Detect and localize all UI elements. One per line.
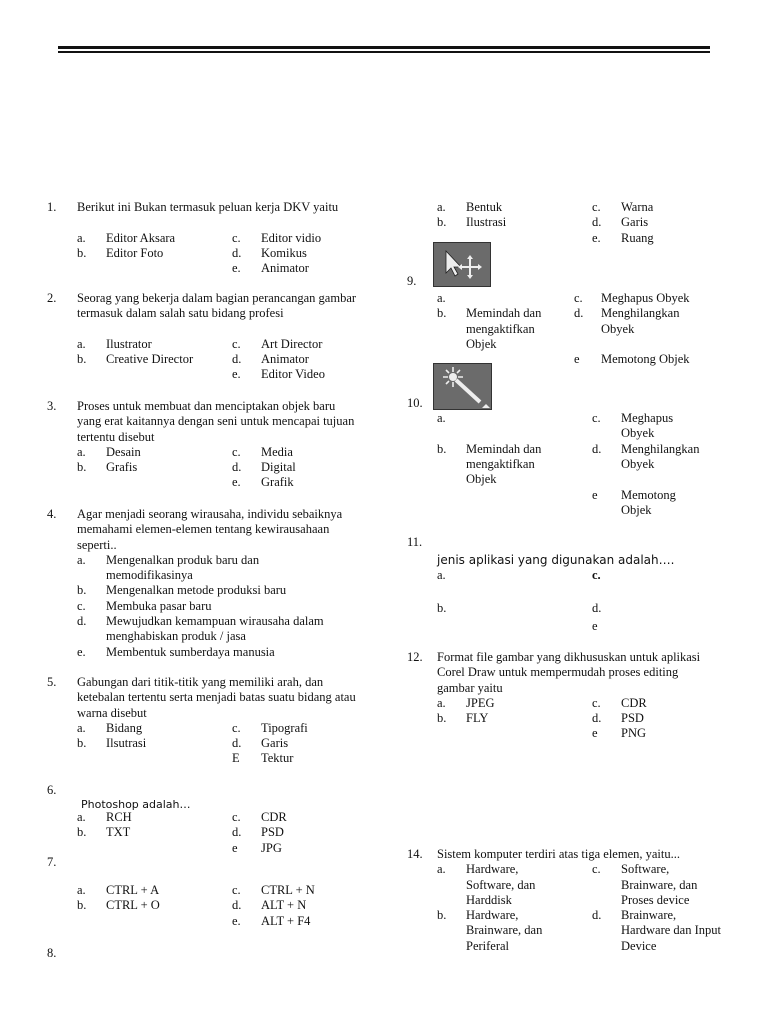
question-number: 6. (47, 783, 57, 797)
question-stem: Agar menjadi seorang wirausaha, individu sebaiknya memahami elemen-elemen tentang kewirausahaan seperti.. (77, 507, 343, 552)
move-tool-icon (433, 242, 491, 287)
question-stem: Sistem komputer terdiri atas tiga elemen, yaitu... (437, 847, 680, 861)
question-stem: jenis aplikasi yang digunakan adalah…. (437, 553, 675, 567)
question-stem: Berikut ini Bukan termasuk peluan kerja DKV yaitu (77, 200, 339, 214)
magic-wand-icon (433, 363, 492, 410)
question-stem: Format file gambar yang dikhususkan untuk aplikasi Corel Draw untuk mempermudah proses editing gambar yaitu (437, 650, 701, 695)
question-number: 3. (47, 399, 57, 413)
question-number: 11. (407, 535, 423, 549)
question-number: 2. (47, 291, 57, 305)
question-stem: Gabungan dari titik-titik yang memiliki arah, dan ketebalan tertentu serta menjadi batas suatu bidang atau warna disebut (77, 675, 356, 720)
question-number: 1. (47, 200, 57, 214)
question-stem: Photoshop adalah… (81, 798, 191, 811)
question-stem: Seorag yang bekerja dalam bagian perancangan gambar termasuk dalam salah satu bidang profesi (77, 291, 357, 321)
question-number: 5. (47, 675, 57, 689)
question-stem: Proses untuk membuat dan menciptakan objek baru yang erat kaitannya dengan seni untuk mencapai tujuan tertentu disebut (77, 399, 355, 444)
question-number: 8. (47, 946, 57, 960)
question-number: 12. (407, 650, 423, 664)
header-rule-thick (58, 46, 710, 49)
question-number: 14. (407, 847, 423, 861)
header-rule-thin (58, 51, 710, 53)
question-number: 7. (47, 855, 57, 869)
question-number: 9. (407, 274, 417, 288)
question-number: 4. (47, 507, 57, 521)
question-number: 10. (407, 396, 423, 410)
